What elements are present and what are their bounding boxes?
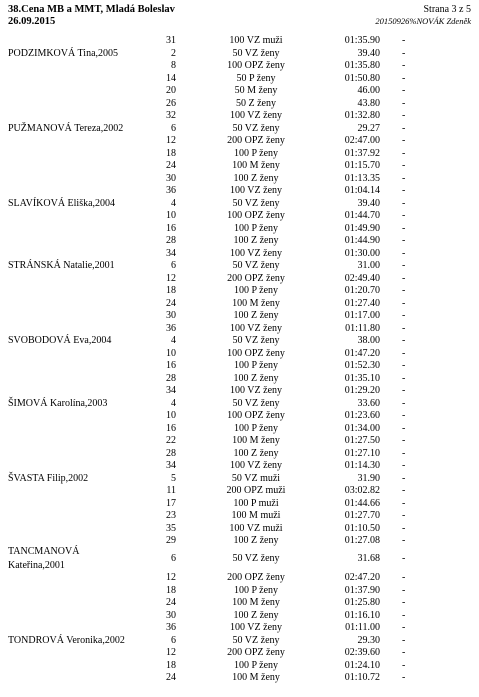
result-row [0,85,479,98]
event-name: 100 M ženy [232,297,280,309]
event-number: 17 [166,497,176,509]
result-note: - [402,210,406,221]
result-row [0,73,479,86]
swimmer-name: PUŽMANOVÁ Tereza,2002 [8,122,124,134]
event-number: 28 [166,372,176,384]
result-time: 31.68 [357,553,380,564]
result-time: 46.00 [357,85,380,96]
result-note: - [402,435,406,446]
result-time: 01:44.66 [344,497,380,509]
swimmer-name: TONDROVÁ Veronika,2002 [8,634,125,646]
event-number: 6 [171,260,176,271]
result-time: 01:37.90 [344,584,380,596]
result-time: 01:23.60 [344,410,380,421]
event-name: 100 VZ muži [229,35,283,46]
result-row [0,323,479,336]
event-number: 18 [166,584,176,596]
result-note: - [402,235,406,246]
result-note: - [402,460,406,471]
result-time: 02:49.40 [344,272,380,284]
result-time: 01:20.70 [344,285,380,296]
event-number: 34 [166,460,176,471]
event-name: 50 VZ muži [231,472,281,484]
result-time: 01:34.00 [344,422,380,434]
event-number: 4 [171,197,176,209]
result-time: 01:25.80 [344,597,380,608]
result-row [0,597,479,610]
result-row [0,373,479,386]
result-row [0,410,479,423]
result-row [0,185,479,198]
event-number: 16 [166,360,176,371]
result-row [0,647,479,660]
event-name: 100 Z ženy [233,609,279,621]
result-note: - [402,135,406,146]
event-name: 50 VZ ženy [232,47,280,59]
result-row [0,498,479,511]
result-note: - [402,385,406,396]
result-note: - [402,272,406,284]
result-note: - [402,122,406,134]
event-number: 12 [166,272,176,284]
swimmer-name: SVOBODOVÁ Eva,2004 [8,335,112,346]
event-name: 50 VZ ženy [232,197,280,209]
result-row [0,510,479,523]
event-number: 14 [166,72,176,84]
event-number: 16 [166,222,176,234]
result-row [0,248,479,261]
event-name: 200 OPZ ženy [227,272,285,284]
swimmer-name: TANCMANOVÁ [8,546,80,557]
event-name: 50 Z ženy [236,97,276,109]
result-row [0,273,479,286]
event-number: 16 [166,422,176,434]
result-row [0,173,479,186]
event-number: 18 [166,285,176,296]
event-number: 6 [171,122,176,134]
result-time: 01:10.50 [344,522,380,534]
event-number: 10 [166,347,176,359]
result-time: 01:10.72 [344,672,380,683]
result-note: - [402,97,406,109]
result-note: - [402,497,406,509]
event-name: 50 VZ ženy [232,634,280,646]
event-number: 12 [166,647,176,658]
result-row [0,672,479,685]
result-row [0,110,479,123]
result-note: - [402,522,406,534]
result-time: 31.00 [357,260,380,271]
result-row [0,385,479,398]
event-number: 10 [166,410,176,421]
swimmer-name: STRÁNSKÁ Natalie,2001 [8,260,115,271]
result-note: - [402,647,406,658]
result-row [0,460,479,473]
result-note: - [402,172,406,184]
result-row [0,585,479,598]
result-note: - [402,572,406,583]
event-name: 100 Z ženy [233,235,279,246]
result-row [0,535,479,548]
result-note: - [402,422,406,434]
swimmer-name: PODZIMKOVÁ Tina,2005 [8,47,119,59]
event-name: 100 Z ženy [233,372,279,384]
event-name: 50 VZ ženy [232,122,280,134]
result-time: 01:24.10 [344,659,380,671]
result-time: 01:27.10 [344,447,380,459]
result-note: - [402,222,406,234]
result-row [0,198,479,211]
event-number: 36 [166,322,176,334]
event-name: 100 VZ ženy [229,185,283,196]
document-code: 20150926%NOVÁK Zdeněk [375,16,471,26]
competition-date: 26.09.2015 [8,16,56,27]
result-note: - [402,185,406,196]
result-time: 01:44.90 [344,235,380,246]
event-number: 23 [166,510,176,521]
result-note: - [402,360,406,371]
event-number: 28 [166,235,176,246]
result-note: - [402,47,406,59]
event-number: 5 [171,472,176,484]
result-time: 01:50.80 [344,72,380,84]
result-time: 02:47.00 [344,135,380,146]
result-note: - [402,260,406,271]
result-note: - [402,584,406,596]
event-name: 100 Z ženy [233,172,279,184]
result-time: 01:32.80 [344,110,380,121]
result-note: - [402,335,406,346]
result-row [0,660,479,673]
event-name: 100 P ženy [233,584,279,596]
event-name: 100 M ženy [232,597,280,608]
event-number: 18 [166,147,176,159]
event-number: 11 [166,485,176,496]
result-time: 31.90 [357,472,380,484]
event-name: 100 VZ ženy [229,110,283,121]
event-number: 2 [171,47,176,59]
result-note: - [402,147,406,159]
event-name: 50 VZ ženy [232,553,280,564]
result-time: 01:35.90 [344,35,380,46]
event-name: 100 P muži [233,497,279,509]
event-name: 100 OPZ ženy [227,410,285,421]
result-time: 02:39.60 [344,647,380,658]
result-row [0,435,479,448]
event-number: 24 [166,160,176,171]
competition-title: 38.Cena MB a MMT, Mladá Boleslav [8,4,175,15]
result-time: 02:47.20 [344,572,380,583]
result-note: - [402,197,406,209]
result-row [0,610,479,623]
result-note: - [402,85,406,96]
result-time: 01:30.00 [344,247,380,259]
result-row [0,148,479,161]
result-row [0,553,479,566]
result-note: - [402,472,406,484]
page-number: Strana 3 z 5 [423,4,471,15]
event-number: 4 [171,335,176,346]
result-note: - [402,347,406,359]
event-number: 24 [166,297,176,309]
result-time: 01:47.20 [344,347,380,359]
event-name: 100 P ženy [233,422,279,434]
result-time: 01:37.92 [344,147,380,159]
result-row [0,48,479,61]
event-name: 100 VZ ženy [229,460,283,471]
result-time: 01:16.10 [344,609,380,621]
event-name: 100 OPZ ženy [227,210,285,221]
result-note: - [402,397,406,409]
event-number: 4 [171,397,176,409]
result-time: 39.40 [357,197,380,209]
result-time: 29.27 [357,122,380,134]
result-note: - [402,285,406,296]
event-name: 100 M ženy [232,435,280,446]
result-time: 01:14.30 [344,460,380,471]
result-note: - [402,609,406,621]
event-number: 30 [166,172,176,184]
swimmer-name: ŠIMOVÁ Karolína,2003 [8,397,108,409]
event-number: 12 [166,572,176,583]
result-time: 38.00 [357,335,380,346]
event-number: 18 [166,659,176,671]
event-name: 100 VZ ženy [229,385,283,396]
event-name: 100 P ženy [233,360,279,371]
event-number: 8 [171,60,176,71]
result-row [0,210,479,223]
event-number: 30 [166,609,176,621]
result-row [0,635,479,648]
result-row [0,310,479,323]
event-name: 100 P ženy [233,222,279,234]
result-note: - [402,110,406,121]
event-name: 100 Z ženy [233,447,279,459]
event-number: 12 [166,135,176,146]
event-name: 100 Z ženy [233,535,279,546]
event-number: 36 [166,185,176,196]
result-row [0,360,479,373]
result-row [0,298,479,311]
result-time: 43.80 [357,97,380,109]
result-time: 01:13.35 [344,172,380,184]
result-row [0,285,479,298]
result-note: - [402,622,406,633]
event-name: 200 OPZ ženy [227,572,285,583]
result-time: 03:02.82 [344,485,380,496]
event-name: 50 P ženy [236,72,276,84]
result-note: - [402,553,406,564]
event-number: 28 [166,447,176,459]
event-name: 100 VZ ženy [229,322,283,334]
result-row [0,35,479,48]
result-time: 01:27.40 [344,297,380,309]
event-name: 100 M ženy [232,160,280,171]
result-note: - [402,410,406,421]
result-row [0,473,479,486]
event-number: 35 [166,522,176,534]
result-note: - [402,247,406,259]
result-time: 01:44.70 [344,210,380,221]
result-time: 39.40 [357,47,380,59]
swimmer-name-continued: Kateřina,2001 [8,560,65,571]
result-note: - [402,322,406,334]
event-number: 32 [166,110,176,121]
event-name: 100 OPZ ženy [227,60,285,71]
result-row [0,98,479,111]
result-time: 01:27.70 [344,510,380,521]
result-row [0,235,479,248]
event-name: 50 VZ ženy [232,397,280,409]
result-time: 01:04.14 [344,185,380,196]
event-number: 34 [166,385,176,396]
event-name: 100 Z ženy [233,310,279,321]
result-note: - [402,310,406,321]
event-name: 100 OPZ ženy [227,347,285,359]
result-time: 01:27.50 [344,435,380,446]
result-time: 01:15.70 [344,160,380,171]
event-number: 24 [166,672,176,683]
result-row [0,223,479,236]
swimmer-name: ŠVASTA Filip,2002 [8,472,89,484]
event-name: 200 OPZ muži [226,485,286,496]
result-time: 33.60 [357,397,380,409]
result-time: 01:11.80 [345,322,380,334]
result-row [0,398,479,411]
result-row [0,60,479,73]
event-number: 6 [171,634,176,646]
event-name: 100 VZ ženy [229,622,283,633]
result-time: 01:35.10 [344,372,380,384]
event-number: 10 [166,210,176,221]
result-time: 01:35.80 [344,60,380,71]
event-name: 100 M ženy [232,672,280,683]
event-name: 100 P ženy [233,285,279,296]
event-name: 100 VZ muži [229,522,283,534]
event-number: 24 [166,597,176,608]
result-note: - [402,597,406,608]
result-note: - [402,447,406,459]
result-row [0,423,479,436]
event-number: 26 [166,97,176,109]
result-row [0,485,479,498]
result-row [0,448,479,461]
result-note: - [402,72,406,84]
result-time: 01:17.00 [344,310,380,321]
event-name: 100 P ženy [233,659,279,671]
result-note: - [402,60,406,71]
result-row [0,348,479,361]
event-name: 100 M muži [231,510,281,521]
event-number: 22 [166,435,176,446]
result-note: - [402,672,406,683]
result-row [0,622,479,635]
result-note: - [402,535,406,546]
result-note: - [402,510,406,521]
result-note: - [402,485,406,496]
result-row [0,260,479,273]
event-name: 50 VZ ženy [232,260,280,271]
result-note: - [402,35,406,46]
result-row [0,123,479,136]
event-number: 6 [171,553,176,564]
result-time: 01:49.90 [344,222,380,234]
event-number: 36 [166,622,176,633]
event-number: 20 [166,85,176,96]
event-name: 100 P ženy [233,147,279,159]
event-number: 29 [166,535,176,546]
swimmer-name: SLAVÍKOVÁ Eliška,2004 [8,197,116,209]
result-note: - [402,634,406,646]
result-note: - [402,659,406,671]
result-time: 29.30 [357,634,380,646]
result-row [0,572,479,585]
event-name: 50 M ženy [234,85,278,96]
event-number: 30 [166,310,176,321]
result-time: 01:11.00 [345,622,380,633]
result-row [0,160,479,173]
result-note: - [402,372,406,384]
event-name: 50 VZ ženy [232,335,280,346]
result-time: 01:27.08 [344,535,380,546]
event-name: 100 VZ ženy [229,247,283,259]
result-row [0,523,479,536]
result-row [0,135,479,148]
event-number: 34 [166,247,176,259]
event-name: 200 OPZ ženy [227,135,285,146]
event-name: 200 OPZ ženy [227,647,285,658]
event-number: 31 [166,35,176,46]
result-row [0,335,479,348]
result-time: 01:52.30 [344,360,380,371]
result-time: 01:29.20 [344,385,380,396]
result-note: - [402,297,406,309]
result-note: - [402,160,406,171]
